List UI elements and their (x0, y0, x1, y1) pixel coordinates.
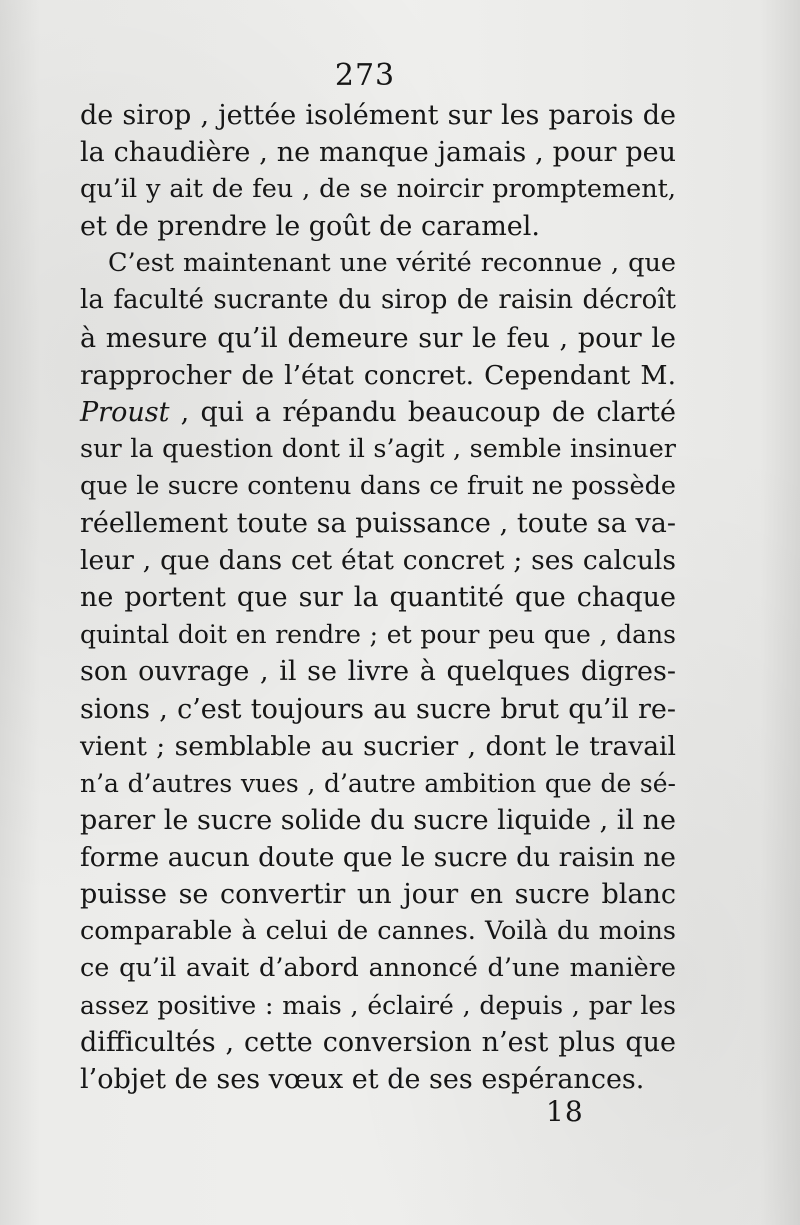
text-line (80, 245, 676, 282)
line-text: ce qu’il avait d’abord annoncé d’une manière (80, 953, 676, 984)
line-text: quintal doit en rendre ; et pour peu que , dans (80, 620, 676, 650)
line-text: et de prendre le goût de caramel. (80, 211, 540, 243)
signature-mark: 18 (546, 1095, 584, 1128)
text-line (80, 987, 676, 1024)
text-line (80, 616, 676, 653)
text-line (80, 653, 676, 690)
text-line (80, 913, 676, 950)
line-text: C’est maintenant une vérité reconnue , que (108, 248, 676, 279)
body-text (80, 97, 676, 1099)
text-line (80, 542, 676, 579)
text-line (80, 357, 676, 394)
text-line (80, 208, 676, 245)
line-text: qu’il y ait de feu , de se noircir promptement, (80, 174, 676, 205)
line-text: la faculté sucrante du sirop de raisin décroît (80, 285, 676, 316)
line-text: forme aucun doute que le sucre du raisin ne (80, 841, 676, 873)
line-text: l’objet de ses vœux et de ses espérances. (80, 1064, 645, 1096)
line-text: de sirop , jettée isolément sur les parois de (80, 100, 676, 131)
line-text: la chaudière , ne manque jamais , pour peu (80, 137, 676, 169)
line-text: comparable à celui de cannes. Voilà du moins (80, 916, 676, 947)
page-number: 273 (334, 58, 396, 93)
text-line (80, 97, 676, 134)
line-text: puisse se convertir un jour en sucre blanc (80, 878, 676, 910)
text-line (80, 505, 676, 542)
line-text: parer le sucre solide du sucre liquide , il ne (80, 804, 676, 836)
line-text: assez positive : mais , éclairé , depuis , par les (80, 991, 676, 1021)
line-text: difficultés , cette conversion n’est plus que (80, 1027, 676, 1059)
line-text: n’a d’autres vues , d’autre ambition que de sé- (80, 768, 676, 798)
text-line (80, 320, 676, 357)
line-text: rapprocher de l’état concret. Cependant M. (80, 359, 676, 391)
text-line (80, 468, 676, 505)
line-text: sur la question dont il s’agit , semble insinuer (80, 433, 676, 464)
line-text: son ouvrage , il se livre à quelques digres- (80, 656, 676, 688)
text-line (80, 802, 676, 839)
text-line (80, 579, 676, 616)
text-line (80, 394, 676, 431)
text-line (80, 431, 676, 468)
text-line (80, 950, 676, 987)
text-line (80, 691, 676, 728)
line-text: réellement toute sa puissance , toute sa va- (80, 508, 676, 540)
text-line (80, 765, 676, 802)
line-text: que le sucre contenu dans ce fruit ne possède (80, 470, 676, 501)
line-text: , qui a répandu beaucoup de clarté (169, 396, 676, 428)
text-line (80, 171, 676, 208)
text-line (80, 876, 676, 913)
text-line (80, 839, 676, 876)
line-text: à mesure qu’il demeure sur le feu , pour le (80, 322, 676, 354)
line-text: ne portent que sur la quantité que chaque (80, 582, 676, 614)
text-line (80, 134, 676, 171)
line-text: sions , c’est toujours au sucre brut qu’il re- (80, 693, 676, 725)
text-line (80, 1061, 676, 1098)
line-text: vient ; semblable au sucrier , dont le travail (80, 730, 676, 762)
text-line (80, 282, 676, 319)
line-text: leur , que dans cet état concret ; ses calculs (80, 545, 676, 577)
text-line (80, 1024, 676, 1061)
text-line (80, 728, 676, 765)
italic-name: Proust (80, 396, 170, 428)
